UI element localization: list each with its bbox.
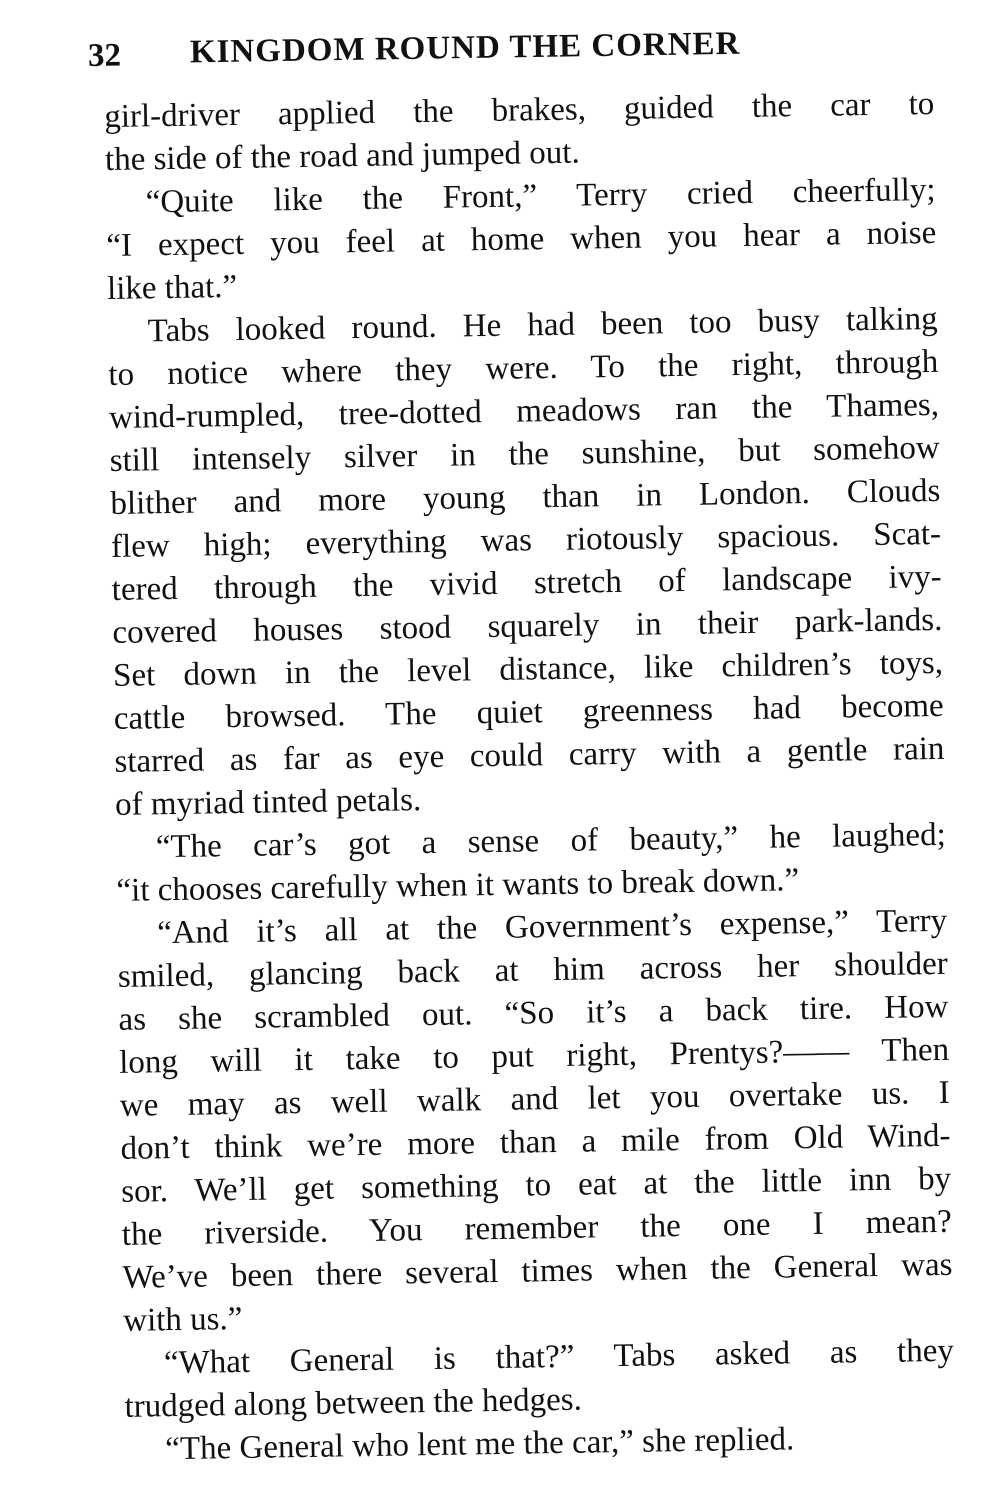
text-line: tered through the vivid stretch of landscape ivy-: [111, 558, 942, 608]
running-title: KINGDOM ROUND THE CORNER: [189, 25, 741, 71]
text-line: starred as far as eye could carry with a gentle rain: [114, 730, 945, 780]
text-line: sor. We’ll get something to eat at the little inn by: [120, 1160, 952, 1210]
page-header: [88, 18, 849, 86]
text-line: covered houses stood squarely in their park-lands.: [112, 601, 943, 651]
text-line: “What General is that?” Tabs asked as they: [163, 1332, 955, 1382]
text-line: “I expect you feel at home when you hear a noise: [106, 214, 937, 264]
text-line: don’t think we’re more than a mile from Old Wind-: [120, 1117, 951, 1167]
page-number: 32: [87, 37, 122, 74]
text-line: We’ve been there several times when the General was: [122, 1246, 953, 1296]
text-line: still intensely silver in the sunshine, but somehow: [109, 429, 940, 479]
body-text: [104, 83, 956, 1472]
text-line: Set down in the level distance, like children’s toys,: [112, 644, 944, 694]
text-line: “it chooses carefully when it wants to break down.”: [116, 862, 800, 909]
text-line: smiled, glancing back at him across her shoulder: [117, 945, 949, 995]
text-line: “The General who lent me the car,” she replied.: [164, 1421, 795, 1468]
text-line: Tabs looked round. He had been too busy talking: [147, 300, 938, 350]
text-line: long will it take to put right, Prentys?—— Then: [118, 1031, 950, 1081]
text-line: of myriad tinted petals.: [114, 782, 422, 823]
text-line: “Quite like the Front,” Terry cried cheerfully;: [145, 171, 936, 221]
text-line: the riverside. You remember the one I mean?: [121, 1203, 953, 1253]
text-line: “And it’s all at the Government’s expense,” Terry: [156, 902, 948, 952]
text-line: trudged along between the hedges.: [124, 1381, 583, 1425]
text-line: “The car’s got a sense of beauty,” he laughed;: [155, 816, 946, 866]
text-line: flew high; everything was riotously spacious. Scat-: [110, 515, 942, 565]
text-line: wind-rumpled, tree-dotted meadows ran the Thames,: [108, 386, 940, 436]
text-line: we may as well walk and let you overtake us. I: [119, 1074, 951, 1124]
text-line: to notice where they were. To the right, through: [108, 343, 939, 393]
text-line: with us.”: [122, 1300, 243, 1339]
text-line: the side of the road and jumped out.: [104, 134, 580, 178]
text-line: blither and more young than in London. Clouds: [110, 472, 941, 522]
text-line: girl-driver applied the brakes, guided the car to: [104, 85, 935, 135]
text-line: as she scrambled out. “So it’s a back tire. How: [118, 988, 949, 1038]
text-line: cattle browsed. The quiet greenness had become: [113, 687, 944, 737]
text-line: like that.”: [106, 268, 238, 307]
